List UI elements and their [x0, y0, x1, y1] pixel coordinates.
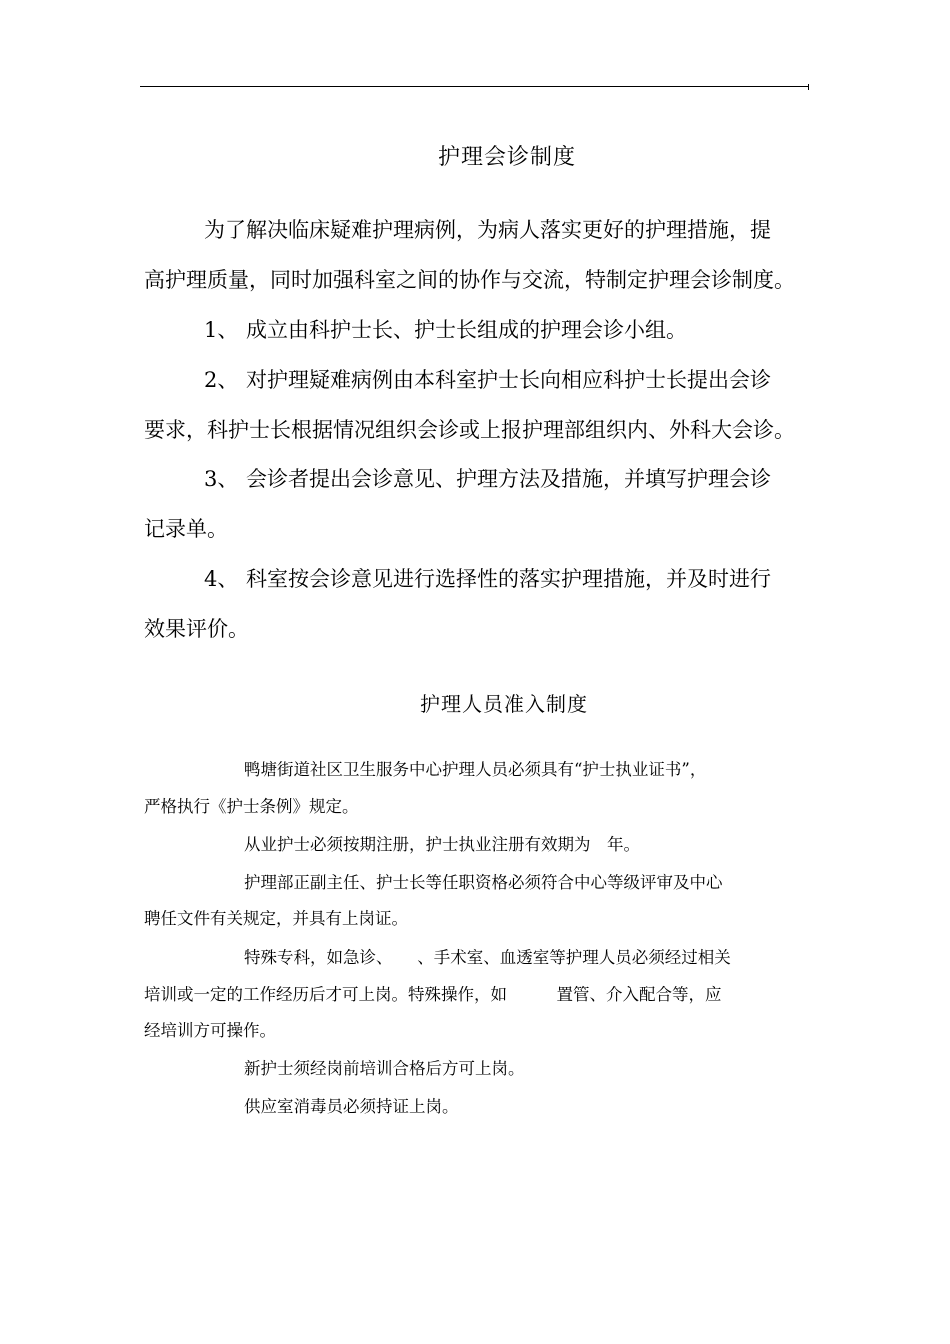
rule-1-line-1: 鸭塘街道社区卫生服务中心护理人员必须具有“护士执业证书”，	[244, 760, 707, 779]
header-rule	[140, 86, 808, 87]
title-nursing-consultation: 护理会诊制度	[437, 145, 576, 170]
rule-3-line-2: 聘任文件有关规定，并具有上岗证。	[144, 909, 408, 928]
intro-line-1: 为了解决临床疑难护理病例，为病人落实更好的护理措施，提	[204, 218, 771, 242]
item-3-line-1: 3、 会诊者提出会诊意见、护理方法及措施，并填写护理会诊	[204, 467, 771, 491]
rule-5: 新护士须经岗前培训合格后方可上岗。	[244, 1059, 525, 1078]
rule-1-line-2: 严格执行《护士条例》规定。	[144, 797, 359, 816]
rule-4-line-3: 经培训方可操作。	[144, 1021, 276, 1040]
title-nursing-staff-admission: 护理人员准入制度	[420, 692, 588, 716]
rule-4-line-2: 培训或一定的工作经历后才可上岗。特殊操作，如 置管、介入配合等，应	[144, 985, 722, 1004]
item-1: 1、 成立由科护士长、护士长组成的护理会诊小组。	[204, 318, 687, 342]
header-rule-tick	[808, 84, 809, 90]
rule-6: 供应室消毒员必须持证上岗。	[244, 1097, 459, 1116]
item-2-line-1: 2、 对护理疑难病例由本科室护士长向相应科护士长提出会诊	[204, 368, 771, 392]
item-4-line-1: 4、 科室按会诊意见进行选择性的落实护理措施，并及时进行	[204, 567, 771, 591]
item-4-line-2: 效果评价。	[144, 617, 249, 641]
rule-3-line-1: 护理部正副主任、护士长等任职资格必须符合中心等级评审及中心	[244, 873, 723, 892]
intro-line-2: 高护理质量，同时加强科室之间的协作与交流，特制定护理会诊制度。	[144, 268, 795, 292]
item-2-line-2: 要求，科护士长根据情况组织会诊或上报护理部组织内、外科大会诊。	[144, 418, 795, 442]
rule-2: 从业护士必须按期注册，护士执业注册有效期为 年。	[244, 835, 640, 854]
item-3-line-2: 记录单。	[144, 517, 228, 541]
rule-4-line-1: 特殊专科，如急诊、 、手术室、血透室等护理人员必须经过相关	[244, 948, 731, 967]
